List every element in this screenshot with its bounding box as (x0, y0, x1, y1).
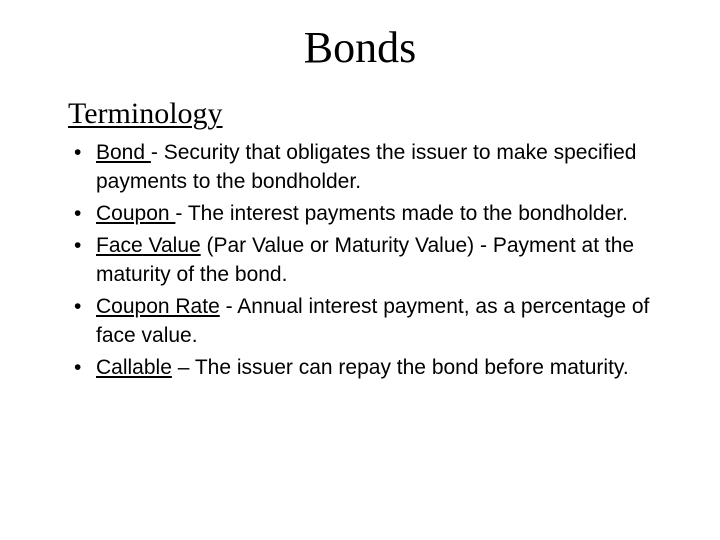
list-item (74, 231, 694, 289)
definition: – The issuer can repay the bond before maturity. (171, 356, 629, 379)
bullet-icon: • (74, 202, 82, 225)
term-coupon: Coupon (96, 202, 176, 225)
definition: - Security that obligates the issuer to make specified payments to the bondholder. (96, 141, 637, 193)
bullet-icon: • (74, 141, 82, 164)
list-item (74, 292, 694, 350)
list-item (74, 138, 694, 196)
bullet-icon: • (74, 356, 82, 379)
slide-title: Bonds (303, 23, 417, 72)
definition: - The interest payments made to the bondholder. (175, 202, 628, 225)
term-bond: Bond (96, 141, 151, 164)
term-coupon-rate: Coupon Rate (96, 295, 220, 318)
list-item (74, 353, 694, 382)
definition: (Par Value or Maturity Value) - Payment at the maturity of the bond. (96, 234, 635, 286)
definition: - Annual interest payment, as a percentage of face value. (96, 295, 650, 347)
slide-subtitle: Terminology (68, 97, 223, 130)
bullet-icon: • (74, 234, 82, 257)
term-callable: Callable (96, 356, 172, 379)
bullet-icon: • (74, 295, 82, 318)
list-item (74, 199, 694, 228)
term-face-value: Face Value (96, 234, 201, 257)
terminology-list (74, 138, 694, 385)
